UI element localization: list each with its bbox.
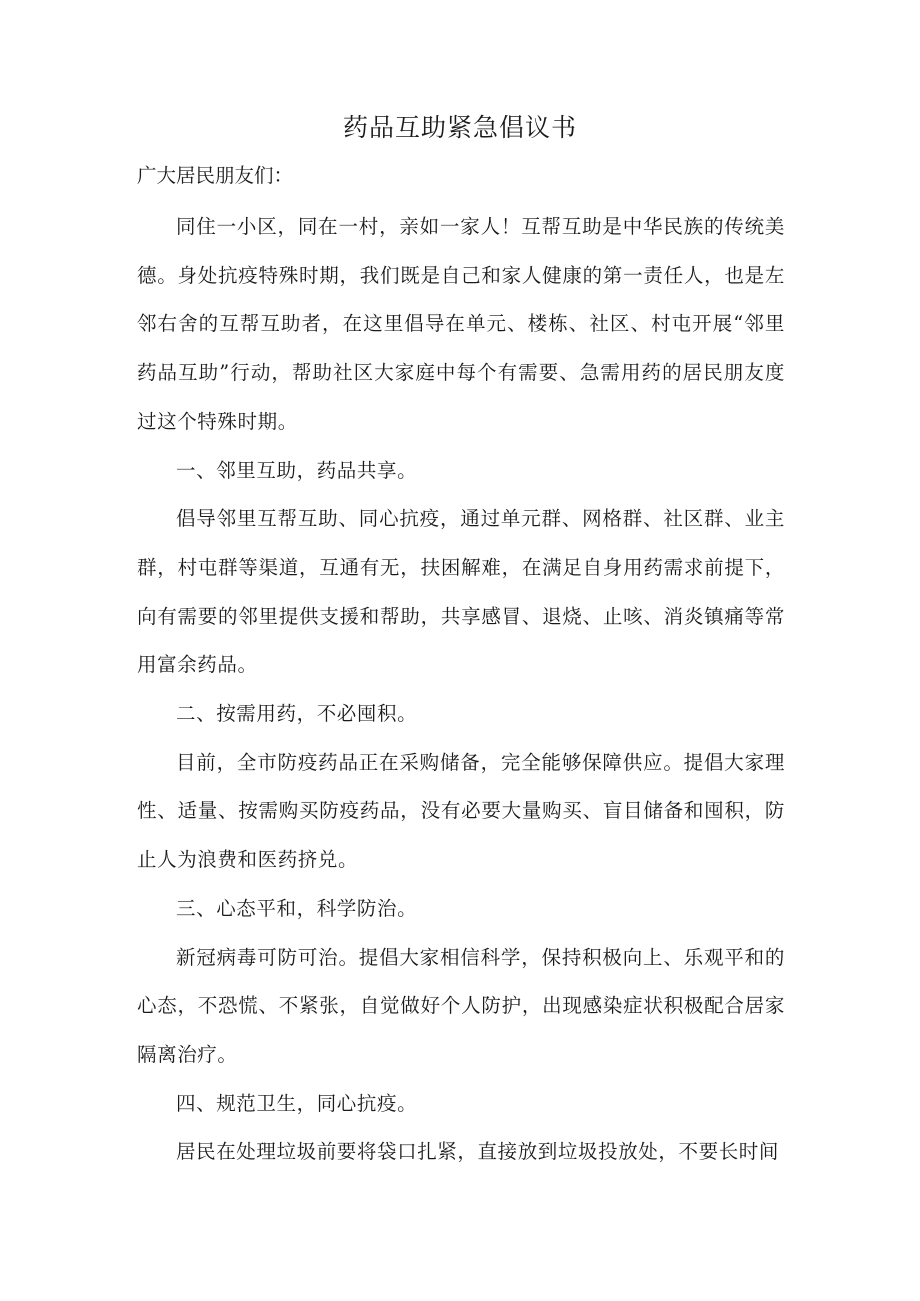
section-body-2: 目前，全市防疫药品正在采购储备，完全能够保障供应。提倡大家理性、适量、按需购买防疫药品，没有必要大量购买、盲目储备和囤积，防止人为浪费和医药挤兑。: [137, 750, 785, 872]
document-title: 药品互助紧急倡议书: [342, 113, 577, 142]
section-heading-4: 四、规范卫生，同心抗疫。: [176, 1091, 418, 1115]
intro-paragraph: 同住一小区，同在一村，亲如一家人！互帮互助是中华民族的传统美德。身处抗疫特殊时期，我们既是自己和家人健康的第一责任人，也是左邻右舍的互帮互助者，在这里倡导在单元、楼栋、社区、村屯开展“邻里药品互助”行动，帮助社区大家庭中每个有需要、急需用药的居民朋友度过这个特殊时期。: [137, 215, 785, 433]
section-body-4: 居民在处理垃圾前要将袋口扎紧，直接放到垃圾投放处，不要长时间: [176, 1140, 780, 1164]
document-body: [137, 203, 785, 1177]
section-heading-3: 三、心态平和，科学防治。: [176, 896, 418, 920]
section-heading-2: 二、按需用药，不必囤积。: [176, 702, 418, 726]
salutation: 广大居民朋友们：: [137, 164, 294, 187]
section-body-3: 新冠病毒可防可治。提倡大家相信科学，保持积极向上、乐观平和的心态，不恐慌、不紧张，自觉做好个人防护，出现感染症状积极配合居家隔离治疗。: [137, 945, 785, 1066]
section-heading-1: 一、邻里互助，药品共享。: [176, 458, 418, 482]
section-body-1: 倡导邻里互帮互助、同心抗疫，通过单元群、网格群、社区群、业主群，村屯群等渠道，互通有无，扶困解难，在满足自身用药需求前提下，向有需要的邻里提供支援和帮助，共享感冒、退烧、止咳、消炎镇痛等常用富余药品。: [137, 507, 785, 677]
